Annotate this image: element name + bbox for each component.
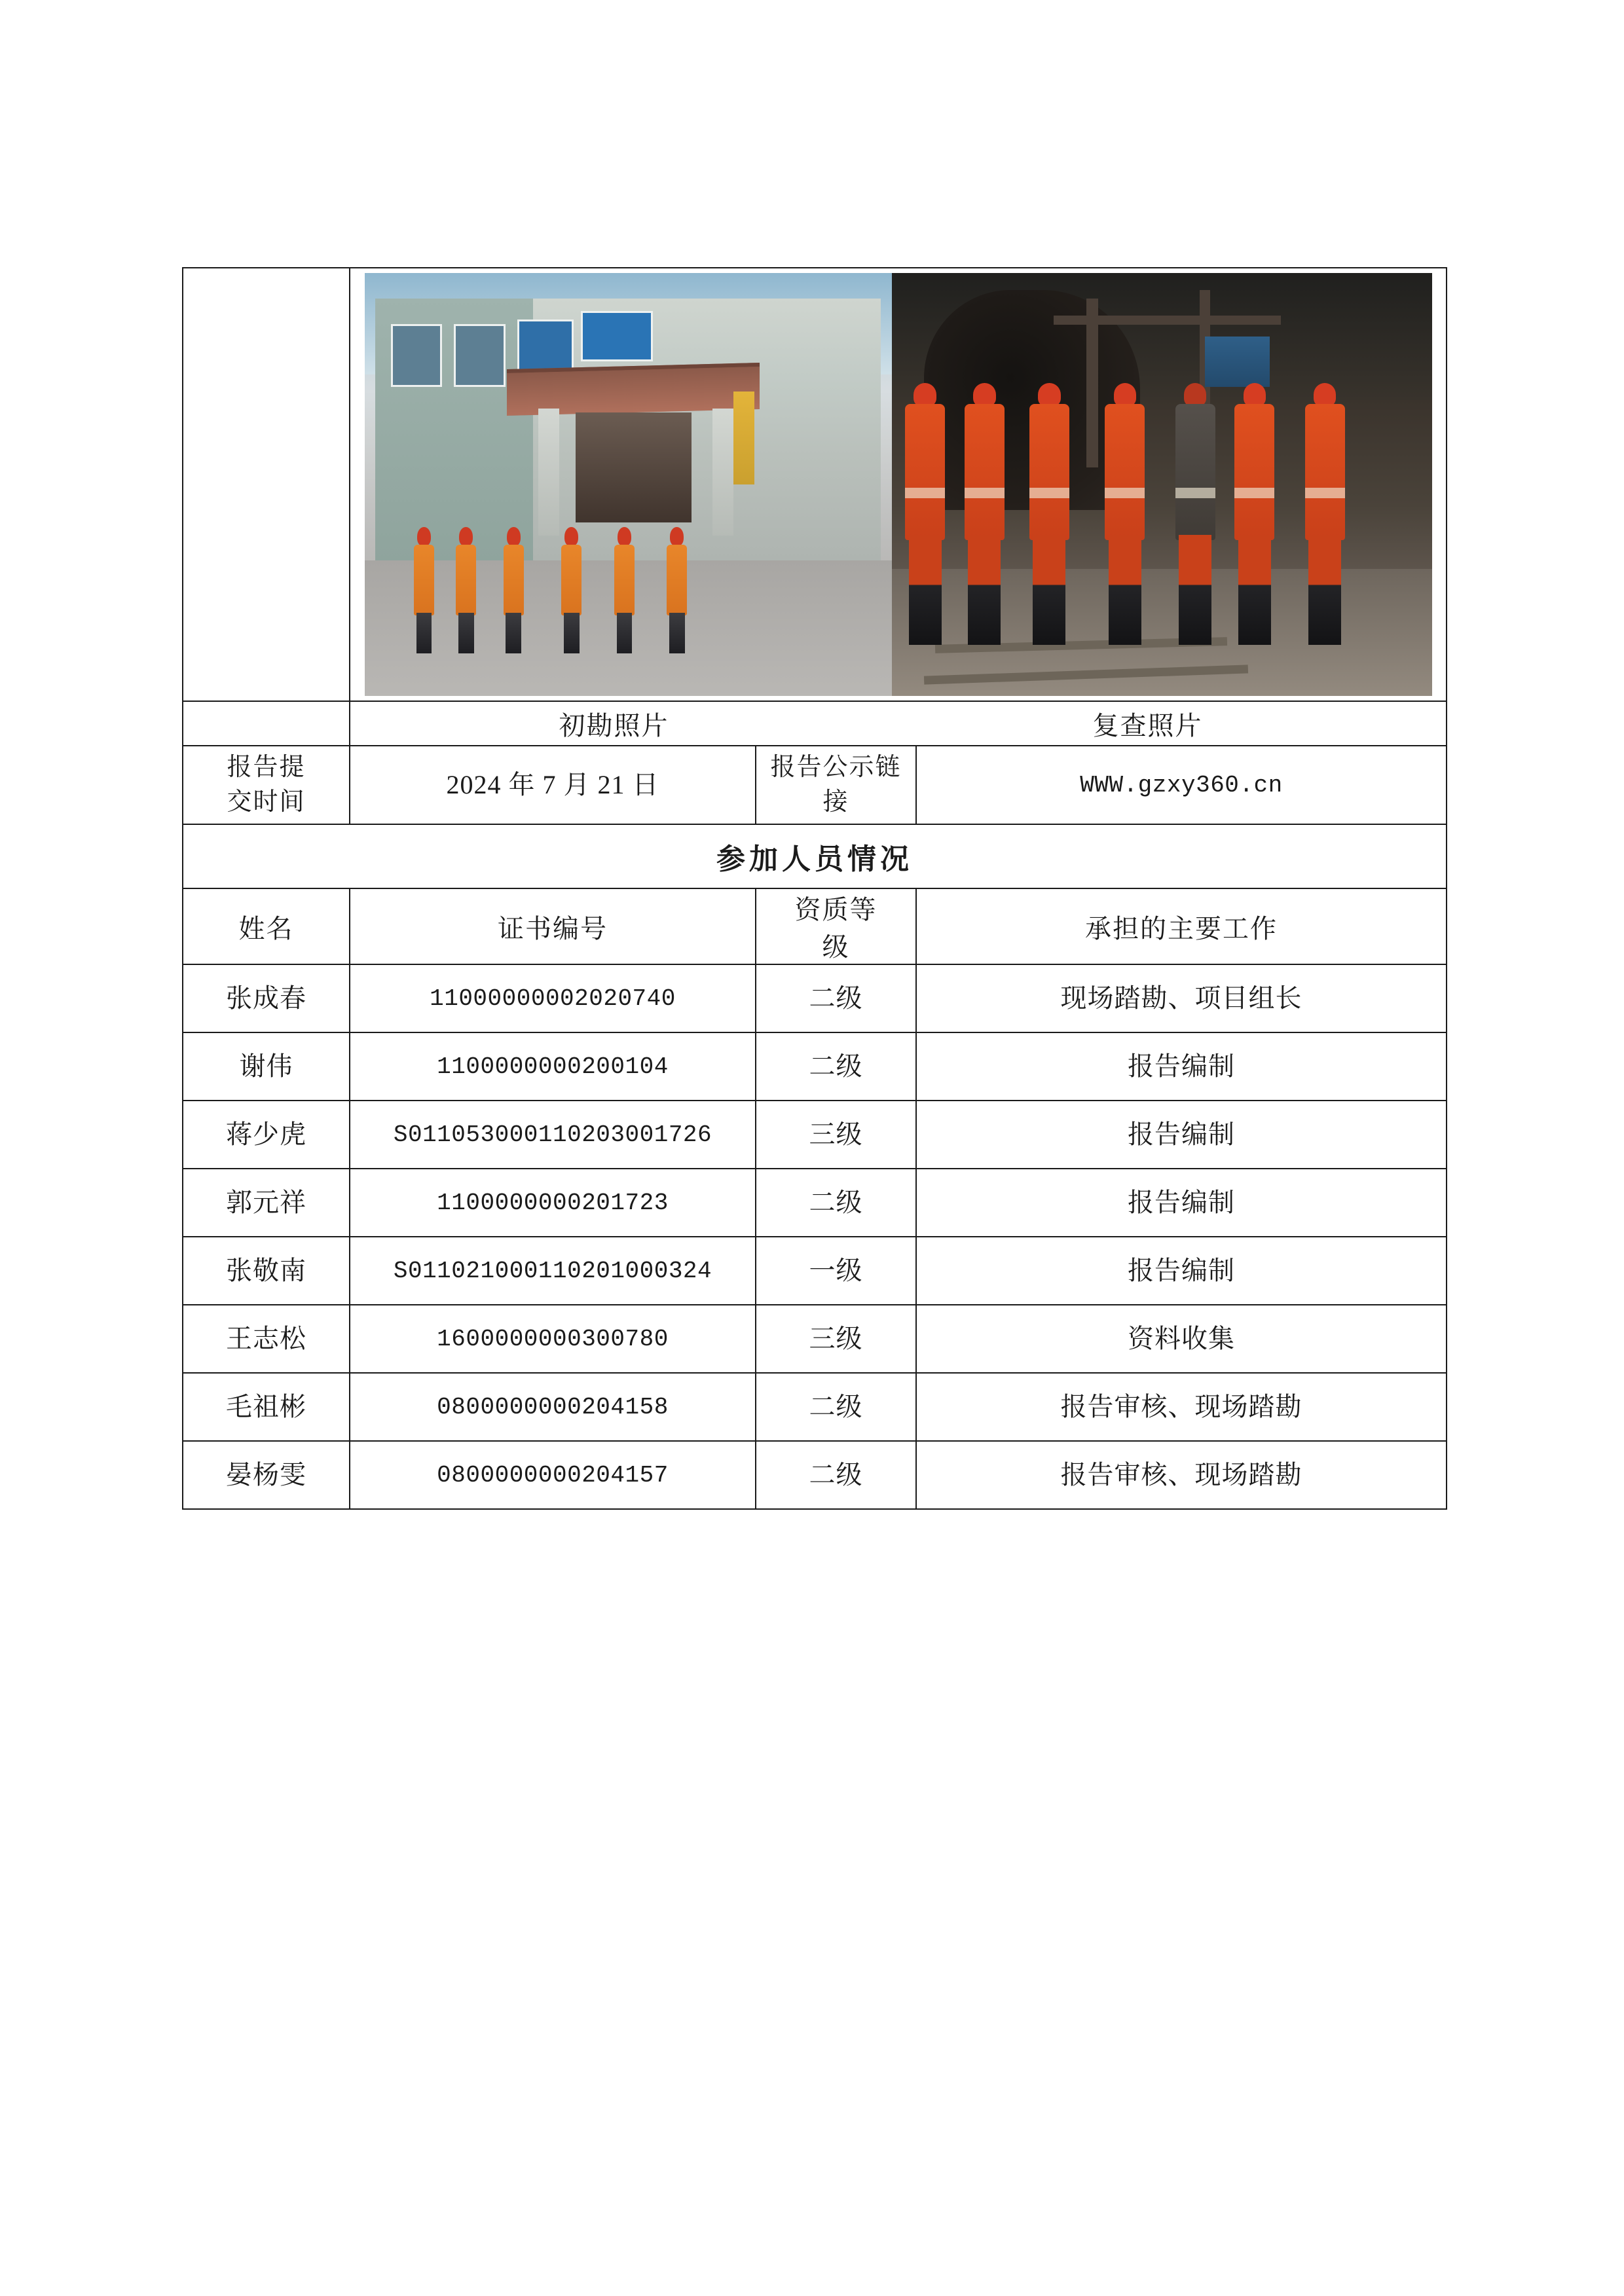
table-row xyxy=(183,1441,1447,1509)
cell-name: 晏杨雯 xyxy=(183,1441,350,1509)
cell-cert-no: 0800000000204158 xyxy=(350,1373,756,1441)
photo1-window xyxy=(581,311,654,361)
cell-work: 报告审核、现场踏勘 xyxy=(916,1373,1447,1441)
cell-work: 报告编制 xyxy=(916,1169,1447,1237)
photo1-pillar xyxy=(712,409,733,536)
header-main-work: 承担的主要工作 xyxy=(916,888,1447,964)
cell-level: 二级 xyxy=(756,1373,916,1441)
header-level xyxy=(756,888,916,964)
review-survey-caption: 复查照片 xyxy=(1092,710,1203,740)
cell-work: 资料收集 xyxy=(916,1305,1447,1373)
table-row xyxy=(183,1373,1447,1441)
public-link-label xyxy=(756,746,916,824)
photo1-window xyxy=(517,319,574,374)
cell-level: 二级 xyxy=(756,1032,916,1101)
photo-pair xyxy=(350,273,1446,696)
cell-cert-no: 1600000000300780 xyxy=(350,1305,756,1373)
cell-cert-no: 0800000000204157 xyxy=(350,1441,756,1509)
photo1-window xyxy=(391,324,442,387)
photo2-equipment-box xyxy=(1205,337,1270,388)
cell-level: 一级 xyxy=(756,1237,916,1305)
photo2-worker xyxy=(1302,383,1348,646)
submit-time-label-line1: 报告提 xyxy=(227,753,306,781)
photo2-worker xyxy=(1173,383,1218,646)
initial-survey-photo xyxy=(365,273,892,696)
cell-name: 蒋少虎 xyxy=(183,1101,350,1169)
public-link-label-line1: 报告公示链 xyxy=(770,753,902,781)
table-row xyxy=(183,1169,1447,1237)
header-level-line2: 级 xyxy=(822,932,850,962)
photo2-worker xyxy=(902,383,948,646)
cell-level: 二级 xyxy=(756,1441,916,1509)
participants-section-title: 参加人员情况 xyxy=(183,824,1447,888)
public-link-label-line2: 接 xyxy=(822,788,849,816)
cell-cert-no: S011021000110201000324 xyxy=(350,1237,756,1305)
cell-name: 王志松 xyxy=(183,1305,350,1373)
initial-survey-caption: 初勘照片 xyxy=(559,710,669,740)
photo1-worker xyxy=(559,527,583,654)
report-table xyxy=(182,267,1447,1510)
cell-level: 二级 xyxy=(756,1169,916,1237)
cell-name: 张敬南 xyxy=(183,1237,350,1305)
cell-cert-no: 11000000002020740 xyxy=(350,964,756,1032)
cell-work: 报告审核、现场踏勘 xyxy=(916,1441,1447,1509)
photo1-window xyxy=(454,324,505,387)
photo2-support-beam xyxy=(1054,316,1281,325)
table-row xyxy=(183,1101,1447,1169)
cell-name: 谢伟 xyxy=(183,1032,350,1101)
photo1-worker xyxy=(665,527,689,654)
table-row xyxy=(183,1032,1447,1101)
photo1-worker xyxy=(612,527,637,654)
cell-work: 报告编制 xyxy=(916,1237,1447,1305)
submit-info-row xyxy=(183,746,1447,824)
table-row xyxy=(183,1237,1447,1305)
caption-row-blank-cell xyxy=(183,701,350,746)
photo1-worker xyxy=(502,527,526,654)
header-cert-no: 证书编号 xyxy=(350,888,756,964)
cell-level: 三级 xyxy=(756,1101,916,1169)
submit-date-value: 2024 年 7 月 21 日 xyxy=(350,746,756,824)
cell-work: 报告编制 xyxy=(916,1101,1447,1169)
photo-row xyxy=(183,268,1447,701)
photo1-worker xyxy=(454,527,478,654)
section-title-row xyxy=(183,824,1447,888)
table-row xyxy=(183,964,1447,1032)
cell-cert-no: 1100000000200104 xyxy=(350,1032,756,1101)
review-survey-photo xyxy=(892,273,1432,696)
photo1-banner xyxy=(733,392,754,484)
cell-work: 报告编制 xyxy=(916,1032,1447,1101)
table-header-row xyxy=(183,888,1447,964)
cell-level: 二级 xyxy=(756,964,916,1032)
cell-cert-no: S011053000110203001726 xyxy=(350,1101,756,1169)
photo2-worker xyxy=(1232,383,1277,646)
photo1-roof xyxy=(507,363,760,416)
photo1-worker xyxy=(412,527,436,654)
photo2-worker xyxy=(1102,383,1147,646)
header-name: 姓名 xyxy=(183,888,350,964)
cell-name: 张成春 xyxy=(183,964,350,1032)
photo1-pillar xyxy=(538,409,559,536)
photo-row-blank-cell xyxy=(183,268,350,701)
submit-time-label xyxy=(183,746,350,824)
cell-name: 郭元祥 xyxy=(183,1169,350,1237)
caption-cell xyxy=(350,701,1447,746)
photo-cell xyxy=(350,268,1447,701)
photo1-doorway xyxy=(576,412,692,522)
submit-time-label-line2: 交时间 xyxy=(227,788,306,816)
cell-work: 现场踏勘、项目组长 xyxy=(916,964,1447,1032)
photo2-worker xyxy=(1027,383,1072,646)
public-link-value[interactable]: WWW.gzxy360.cn xyxy=(916,746,1447,824)
cell-level: 三级 xyxy=(756,1305,916,1373)
photo2-worker xyxy=(962,383,1007,646)
header-level-line1: 资质等 xyxy=(794,895,877,924)
table-row xyxy=(183,1305,1447,1373)
cell-name: 毛祖彬 xyxy=(183,1373,350,1441)
cell-cert-no: 1100000000201723 xyxy=(350,1169,756,1237)
photo-caption-row xyxy=(183,701,1447,746)
